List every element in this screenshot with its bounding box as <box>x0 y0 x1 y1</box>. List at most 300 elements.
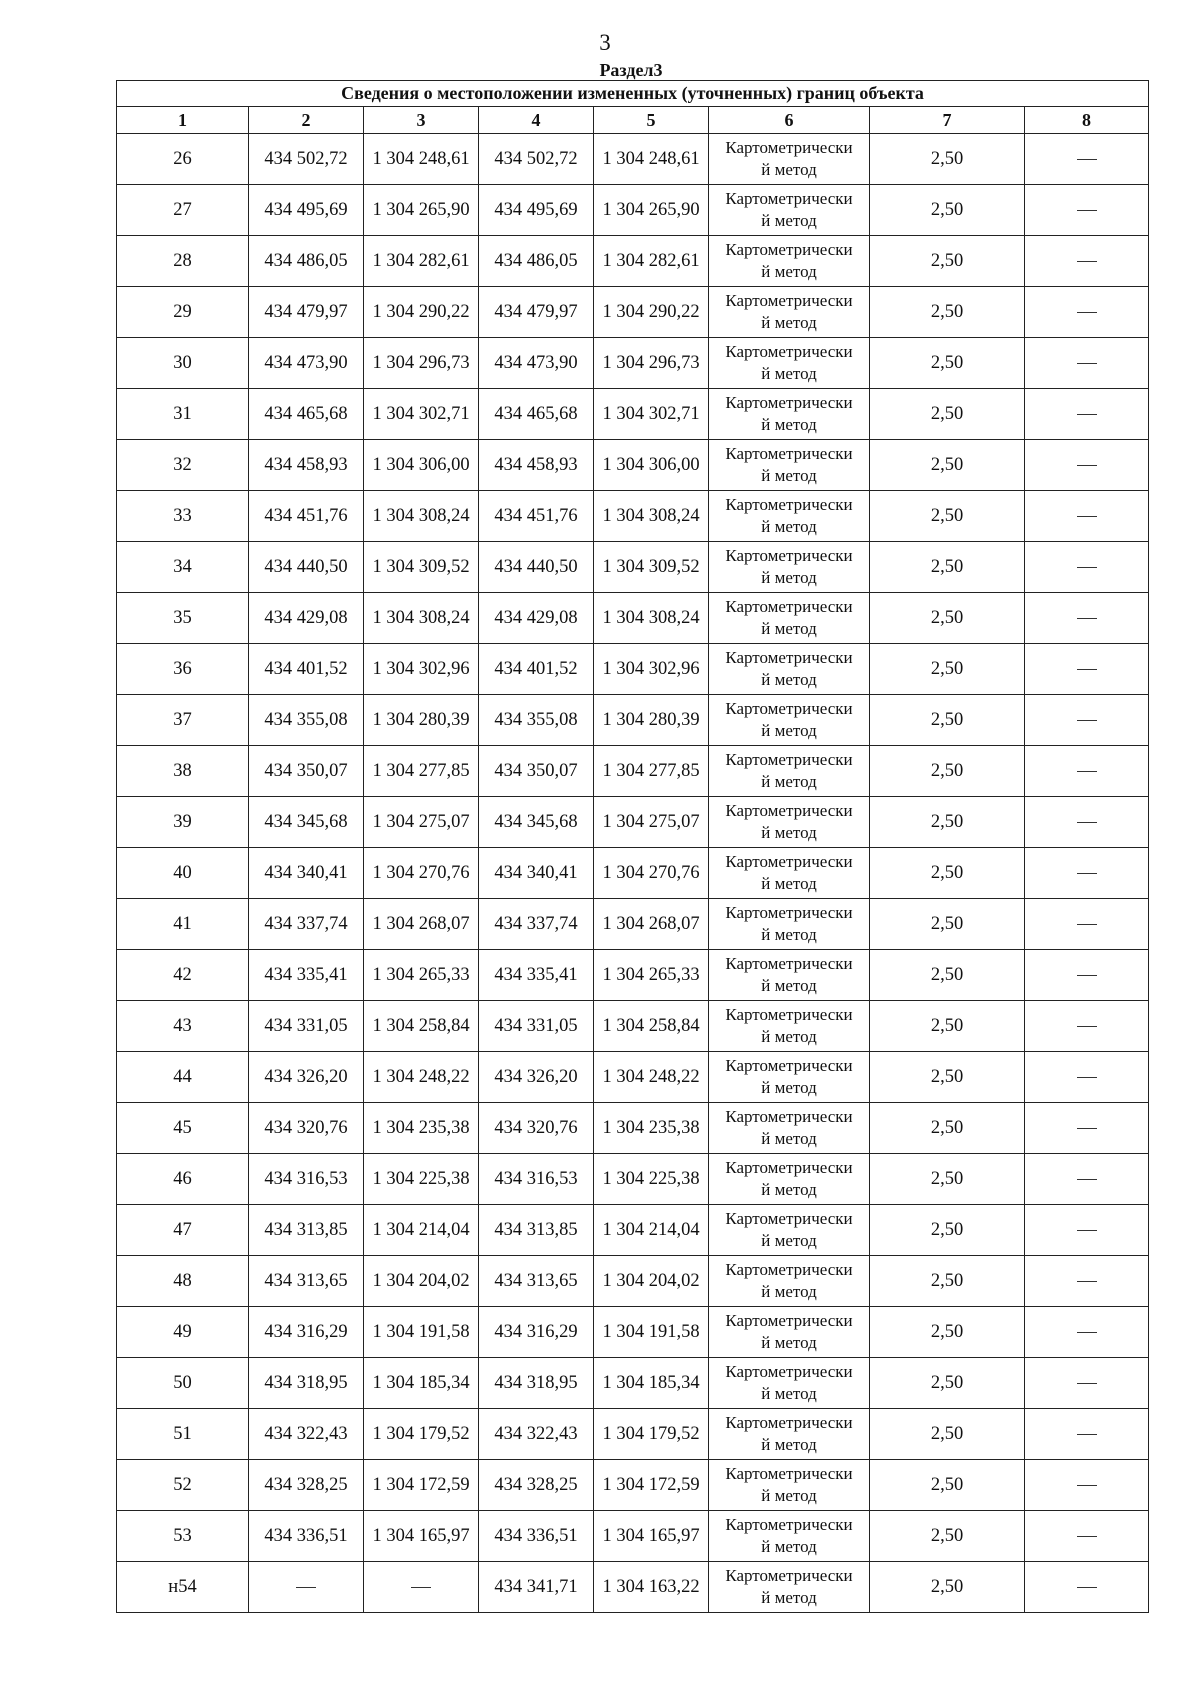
coordinate-y-cell <box>364 1562 479 1613</box>
section-title: Раздел3 <box>599 60 663 80</box>
table-row <box>117 440 1149 491</box>
coordinate-y-cell: 1 304 302,71 <box>364 389 479 440</box>
coordinate-y-cell: 1 304 265,33 <box>594 950 709 1001</box>
dash-mark <box>296 1587 316 1588</box>
coordinate-x-cell: 434 313,65 <box>249 1256 364 1307</box>
coordinate-y-cell: 1 304 258,84 <box>594 1001 709 1052</box>
coordinate-x-cell: 434 502,72 <box>249 134 364 185</box>
table-row <box>117 542 1149 593</box>
table-row <box>117 287 1149 338</box>
table-row <box>117 746 1149 797</box>
coordinate-y-cell: 1 304 270,76 <box>364 848 479 899</box>
dash-mark <box>1077 1179 1097 1180</box>
dash-mark <box>1077 618 1097 619</box>
coordinate-y-cell: 1 304 248,61 <box>364 134 479 185</box>
coordinate-x-cell: 434 495,69 <box>249 185 364 236</box>
method-cell <box>709 1511 870 1562</box>
coordinate-x-cell: 434 473,90 <box>479 338 594 389</box>
coordinate-y-cell: 1 304 185,34 <box>594 1358 709 1409</box>
point-number-cell: 44 <box>117 1052 249 1103</box>
column-number-row <box>117 107 1149 134</box>
table-row <box>117 1052 1149 1103</box>
accuracy-cell: 2,50 <box>870 1409 1025 1460</box>
coordinate-y-cell: 1 304 235,38 <box>364 1103 479 1154</box>
point-number-cell: 41 <box>117 899 249 950</box>
method-line: й метод <box>761 976 817 995</box>
coordinate-x-cell: 434 451,76 <box>479 491 594 542</box>
method-line: й метод <box>761 1333 817 1352</box>
method-cell <box>709 593 870 644</box>
method-cell <box>709 1052 870 1103</box>
coordinate-y-cell: 1 304 165,97 <box>364 1511 479 1562</box>
empty-value-cell <box>1025 1001 1149 1052</box>
point-number-cell: 46 <box>117 1154 249 1205</box>
coordinate-y-cell: 1 304 308,24 <box>364 593 479 644</box>
dash-mark <box>1077 261 1097 262</box>
accuracy-cell: 2,50 <box>870 1103 1025 1154</box>
empty-value-cell <box>1025 1103 1149 1154</box>
accuracy-cell: 2,50 <box>870 1460 1025 1511</box>
coordinate-x-cell: 434 335,41 <box>249 950 364 1001</box>
coordinate-x-cell: 434 320,76 <box>479 1103 594 1154</box>
method-line: Картометрически <box>725 903 853 922</box>
coordinate-x-cell: 434 313,85 <box>249 1205 364 1256</box>
accuracy-cell: 2,50 <box>870 593 1025 644</box>
empty-value-cell <box>1025 1052 1149 1103</box>
accuracy-cell: 2,50 <box>870 1511 1025 1562</box>
coordinate-x-cell: 434 486,05 <box>479 236 594 287</box>
point-number-cell: 48 <box>117 1256 249 1307</box>
point-number-cell: 34 <box>117 542 249 593</box>
method-line: й метод <box>761 466 817 485</box>
coordinate-x-cell: 434 345,68 <box>249 797 364 848</box>
method-line: Картометрически <box>725 699 853 718</box>
accuracy-cell: 2,50 <box>870 1052 1025 1103</box>
coordinate-y-cell: 1 304 172,59 <box>364 1460 479 1511</box>
empty-value-cell <box>1025 899 1149 950</box>
empty-value-cell <box>1025 491 1149 542</box>
method-cell <box>709 389 870 440</box>
coordinate-x-cell: 434 451,76 <box>249 491 364 542</box>
dash-mark <box>1077 465 1097 466</box>
coordinate-y-cell: 1 304 214,04 <box>364 1205 479 1256</box>
method-line: Картометрически <box>725 1056 853 1075</box>
dash-mark <box>1077 771 1097 772</box>
table-row <box>117 1358 1149 1409</box>
table-row <box>117 1460 1149 1511</box>
method-line: й метод <box>761 313 817 332</box>
dash-mark <box>1077 1485 1097 1486</box>
column-number-header: 3 <box>364 107 479 134</box>
accuracy-cell: 2,50 <box>870 1256 1025 1307</box>
method-line: й метод <box>761 1231 817 1250</box>
method-cell <box>709 440 870 491</box>
method-line: Картометрически <box>725 138 853 157</box>
table-row <box>117 491 1149 542</box>
coordinate-x-cell: 434 479,97 <box>479 287 594 338</box>
table-row <box>117 593 1149 644</box>
coordinate-x-cell: 434 473,90 <box>249 338 364 389</box>
table-body <box>117 134 1149 1613</box>
point-number-cell: н54 <box>117 1562 249 1613</box>
column-number-header: 6 <box>709 107 870 134</box>
method-line: Картометрически <box>725 1464 853 1483</box>
coordinate-x-cell: 434 320,76 <box>249 1103 364 1154</box>
dash-mark <box>1077 822 1097 823</box>
point-number-cell: 51 <box>117 1409 249 1460</box>
coordinate-y-cell: 1 304 309,52 <box>594 542 709 593</box>
empty-value-cell <box>1025 1256 1149 1307</box>
empty-value-cell <box>1025 440 1149 491</box>
method-line: й метод <box>761 160 817 179</box>
empty-value-cell <box>1025 1307 1149 1358</box>
accuracy-cell: 2,50 <box>870 389 1025 440</box>
method-line: Картометрически <box>725 1107 853 1126</box>
method-line: Картометрически <box>725 1566 853 1585</box>
coordinate-y-cell: 1 304 302,96 <box>364 644 479 695</box>
method-cell <box>709 134 870 185</box>
coordinate-x-cell: 434 429,08 <box>249 593 364 644</box>
point-number-cell: 42 <box>117 950 249 1001</box>
empty-value-cell <box>1025 185 1149 236</box>
method-line: й метод <box>761 874 817 893</box>
coordinate-x-cell: 434 345,68 <box>479 797 594 848</box>
table-caption: Сведения о местоположении измененных (уточненных) границ объекта <box>117 81 1149 107</box>
coordinate-x-cell: 434 331,05 <box>479 1001 594 1052</box>
empty-value-cell <box>1025 1562 1149 1613</box>
accuracy-cell: 2,50 <box>870 644 1025 695</box>
accuracy-cell: 2,50 <box>870 440 1025 491</box>
coordinate-y-cell: 1 304 277,85 <box>594 746 709 797</box>
coordinate-x-cell: 434 401,52 <box>249 644 364 695</box>
coordinate-y-cell: 1 304 306,00 <box>594 440 709 491</box>
accuracy-cell: 2,50 <box>870 236 1025 287</box>
method-line: Картометрически <box>725 1209 853 1228</box>
coordinate-y-cell: 1 304 179,52 <box>594 1409 709 1460</box>
method-cell <box>709 899 870 950</box>
method-line: й метод <box>761 670 817 689</box>
dash-mark <box>1077 516 1097 517</box>
coordinate-x-cell: 434 316,29 <box>479 1307 594 1358</box>
coordinate-y-cell: 1 304 214,04 <box>594 1205 709 1256</box>
coordinate-x-cell: 434 495,69 <box>479 185 594 236</box>
coordinate-x-cell: 434 318,95 <box>479 1358 594 1409</box>
coordinate-y-cell: 1 304 290,22 <box>594 287 709 338</box>
empty-value-cell <box>1025 1409 1149 1460</box>
coordinate-x-cell: 434 313,85 <box>479 1205 594 1256</box>
accuracy-cell: 2,50 <box>870 134 1025 185</box>
method-line: й метод <box>761 1129 817 1148</box>
table-row <box>117 185 1149 236</box>
coordinate-y-cell: 1 304 268,07 <box>364 899 479 950</box>
dash-mark <box>1077 1026 1097 1027</box>
coordinate-x-cell: 434 328,25 <box>479 1460 594 1511</box>
method-cell <box>709 1562 870 1613</box>
point-number-cell: 30 <box>117 338 249 389</box>
method-line: й метод <box>761 721 817 740</box>
coordinate-y-cell: 1 304 270,76 <box>594 848 709 899</box>
empty-value-cell <box>1025 287 1149 338</box>
empty-value-cell <box>1025 746 1149 797</box>
method-line: Картометрически <box>725 444 853 463</box>
table-row <box>117 1103 1149 1154</box>
coordinate-y-cell: 1 304 280,39 <box>364 695 479 746</box>
empty-value-cell <box>1025 950 1149 1001</box>
table-row <box>117 134 1149 185</box>
coordinate-y-cell: 1 304 308,24 <box>594 593 709 644</box>
point-number-cell: 33 <box>117 491 249 542</box>
coordinate-x-cell: 434 341,71 <box>479 1562 594 1613</box>
coordinate-x-cell: 434 316,53 <box>479 1154 594 1205</box>
method-cell <box>709 236 870 287</box>
table-row <box>117 950 1149 1001</box>
empty-value-cell <box>1025 134 1149 185</box>
method-line: Картометрически <box>725 1311 853 1330</box>
table-row <box>117 1001 1149 1052</box>
method-line: Картометрически <box>725 1260 853 1279</box>
coordinate-y-cell: 1 304 163,22 <box>594 1562 709 1613</box>
coordinate-x-cell: 434 326,20 <box>249 1052 364 1103</box>
accuracy-cell: 2,50 <box>870 1562 1025 1613</box>
coordinate-x-cell: 434 336,51 <box>479 1511 594 1562</box>
method-line: Картометрически <box>725 597 853 616</box>
empty-value-cell <box>1025 593 1149 644</box>
empty-value-cell <box>1025 644 1149 695</box>
table-row <box>117 644 1149 695</box>
coordinate-y-cell: 1 304 309,52 <box>364 542 479 593</box>
method-line: Картометрически <box>725 954 853 973</box>
dash-mark <box>1077 669 1097 670</box>
method-line: й метод <box>761 772 817 791</box>
coordinate-y-cell: 1 304 165,97 <box>594 1511 709 1562</box>
empty-value-cell <box>1025 848 1149 899</box>
method-line: Картометрически <box>725 291 853 310</box>
dash-mark <box>1077 1281 1097 1282</box>
coordinate-x-cell: 434 440,50 <box>479 542 594 593</box>
coordinate-y-cell: 1 304 282,61 <box>594 236 709 287</box>
point-number-cell: 38 <box>117 746 249 797</box>
coordinate-y-cell: 1 304 308,24 <box>594 491 709 542</box>
column-number-header: 5 <box>594 107 709 134</box>
dash-mark <box>1077 873 1097 874</box>
empty-value-cell <box>1025 797 1149 848</box>
method-line: Картометрически <box>725 546 853 565</box>
empty-value-cell <box>1025 1358 1149 1409</box>
coordinate-y-cell: 1 304 296,73 <box>594 338 709 389</box>
accuracy-cell: 2,50 <box>870 185 1025 236</box>
dash-mark <box>1077 210 1097 211</box>
empty-value-cell <box>1025 389 1149 440</box>
method-line: й метод <box>761 1078 817 1097</box>
coordinate-y-cell: 1 304 265,90 <box>594 185 709 236</box>
method-line: Картометрически <box>725 1413 853 1432</box>
table-row <box>117 1511 1149 1562</box>
table-row <box>117 1562 1149 1613</box>
method-cell <box>709 1307 870 1358</box>
point-number-cell: 53 <box>117 1511 249 1562</box>
empty-value-cell <box>1025 1154 1149 1205</box>
point-number-cell: 32 <box>117 440 249 491</box>
method-cell <box>709 185 870 236</box>
method-line: й метод <box>761 211 817 230</box>
method-line: Картометрически <box>725 393 853 412</box>
method-line: Картометрически <box>725 1005 853 1024</box>
coordinate-x-cell: 434 313,65 <box>479 1256 594 1307</box>
table-row <box>117 848 1149 899</box>
dash-mark <box>1077 720 1097 721</box>
method-cell <box>709 797 870 848</box>
accuracy-cell: 2,50 <box>870 797 1025 848</box>
table-row <box>117 1256 1149 1307</box>
method-line: Картометрически <box>725 750 853 769</box>
empty-value-cell <box>1025 1460 1149 1511</box>
coordinate-y-cell: 1 304 296,73 <box>364 338 479 389</box>
accuracy-cell: 2,50 <box>870 1154 1025 1205</box>
coordinate-y-cell: 1 304 248,22 <box>364 1052 479 1103</box>
table-row <box>117 1205 1149 1256</box>
coordinate-x-cell: 434 316,29 <box>249 1307 364 1358</box>
coordinate-y-cell: 1 304 265,33 <box>364 950 479 1001</box>
coordinate-x-cell: 434 340,41 <box>479 848 594 899</box>
coordinate-y-cell: 1 304 248,22 <box>594 1052 709 1103</box>
method-cell <box>709 542 870 593</box>
coordinate-y-cell: 1 304 268,07 <box>594 899 709 950</box>
method-cell <box>709 491 870 542</box>
accuracy-cell: 2,50 <box>870 338 1025 389</box>
coordinate-y-cell: 1 304 248,61 <box>594 134 709 185</box>
method-line: й метод <box>761 517 817 536</box>
method-line: й метод <box>761 568 817 587</box>
dash-mark <box>1077 1332 1097 1333</box>
point-number-cell: 47 <box>117 1205 249 1256</box>
column-number-header: 7 <box>870 107 1025 134</box>
coordinate-x-cell: 434 335,41 <box>479 950 594 1001</box>
method-line: Картометрически <box>725 1362 853 1381</box>
coordinate-x-cell: 434 465,68 <box>249 389 364 440</box>
coordinate-x-cell: 434 331,05 <box>249 1001 364 1052</box>
coordinate-x-cell: 434 355,08 <box>249 695 364 746</box>
method-line: й метод <box>761 364 817 383</box>
column-number-header: 8 <box>1025 107 1149 134</box>
method-line: Картометрически <box>725 852 853 871</box>
accuracy-cell: 2,50 <box>870 746 1025 797</box>
table-row <box>117 797 1149 848</box>
dash-mark <box>1077 1383 1097 1384</box>
coordinate-x-cell: 434 322,43 <box>479 1409 594 1460</box>
coordinate-x-cell: 434 479,97 <box>249 287 364 338</box>
coordinate-x-cell: 434 355,08 <box>479 695 594 746</box>
method-line: Картометрически <box>725 1158 853 1177</box>
method-line: й метод <box>761 1435 817 1454</box>
coordinate-x-cell: 434 458,93 <box>249 440 364 491</box>
coordinate-y-cell: 1 304 191,58 <box>364 1307 479 1358</box>
method-cell <box>709 695 870 746</box>
coordinate-x-cell: 434 502,72 <box>479 134 594 185</box>
dash-mark <box>1077 312 1097 313</box>
method-cell <box>709 1103 870 1154</box>
method-line: й метод <box>761 1027 817 1046</box>
coordinate-y-cell: 1 304 275,07 <box>364 797 479 848</box>
accuracy-cell: 2,50 <box>870 1307 1025 1358</box>
point-number-cell: 35 <box>117 593 249 644</box>
method-cell <box>709 950 870 1001</box>
dash-mark <box>1077 567 1097 568</box>
dash-mark <box>1077 363 1097 364</box>
method-line: Картометрически <box>725 495 853 514</box>
empty-value-cell <box>1025 1511 1149 1562</box>
coordinate-x-cell: 434 337,74 <box>249 899 364 950</box>
table-row <box>117 1307 1149 1358</box>
method-line: й метод <box>761 1180 817 1199</box>
column-number-header: 2 <box>249 107 364 134</box>
accuracy-cell: 2,50 <box>870 491 1025 542</box>
coordinate-y-cell: 1 304 280,39 <box>594 695 709 746</box>
coordinate-x-cell: 434 458,93 <box>479 440 594 491</box>
point-number-cell: 37 <box>117 695 249 746</box>
method-cell <box>709 1154 870 1205</box>
accuracy-cell: 2,50 <box>870 542 1025 593</box>
accuracy-cell: 2,50 <box>870 1205 1025 1256</box>
method-cell <box>709 1001 870 1052</box>
empty-value-cell <box>1025 338 1149 389</box>
dash-mark <box>1077 1587 1097 1588</box>
empty-value-cell <box>1025 236 1149 287</box>
point-number-cell: 40 <box>117 848 249 899</box>
coordinate-y-cell: 1 304 265,90 <box>364 185 479 236</box>
point-number-cell: 43 <box>117 1001 249 1052</box>
point-number-cell: 29 <box>117 287 249 338</box>
method-cell <box>709 338 870 389</box>
coordinate-y-cell: 1 304 204,02 <box>594 1256 709 1307</box>
empty-value-cell <box>1025 1205 1149 1256</box>
dash-mark <box>1077 159 1097 160</box>
accuracy-cell: 2,50 <box>870 695 1025 746</box>
method-cell <box>709 1409 870 1460</box>
method-cell <box>709 1358 870 1409</box>
method-cell <box>709 1205 870 1256</box>
method-line: й метод <box>761 262 817 281</box>
boundary-coordinates-table <box>116 80 1149 1613</box>
dash-mark <box>1077 1536 1097 1537</box>
table-row <box>117 338 1149 389</box>
method-line: й метод <box>761 1486 817 1505</box>
coordinate-x-cell: 434 326,20 <box>479 1052 594 1103</box>
point-number-cell: 27 <box>117 185 249 236</box>
coordinate-y-cell: 1 304 179,52 <box>364 1409 479 1460</box>
coordinate-x-cell: 434 316,53 <box>249 1154 364 1205</box>
method-cell <box>709 1256 870 1307</box>
coordinate-x-cell: 434 337,74 <box>479 899 594 950</box>
coordinate-x-cell: 434 429,08 <box>479 593 594 644</box>
accuracy-cell: 2,50 <box>870 1001 1025 1052</box>
coordinate-x-cell: 434 486,05 <box>249 236 364 287</box>
method-line: Картометрически <box>725 648 853 667</box>
method-line: й метод <box>761 1384 817 1403</box>
dash-mark <box>1077 975 1097 976</box>
dash-mark <box>1077 1230 1097 1231</box>
page-number: 3 <box>599 30 611 55</box>
coordinate-x-cell: 434 465,68 <box>479 389 594 440</box>
method-line: й метод <box>761 1588 817 1607</box>
dash-mark <box>1077 924 1097 925</box>
coordinate-y-cell: 1 304 225,38 <box>364 1154 479 1205</box>
coordinate-y-cell: 1 304 172,59 <box>594 1460 709 1511</box>
table-row <box>117 899 1149 950</box>
accuracy-cell: 2,50 <box>870 1358 1025 1409</box>
method-line: й метод <box>761 415 817 434</box>
coordinate-x-cell: 434 350,07 <box>479 746 594 797</box>
coordinate-x-cell: 434 322,43 <box>249 1409 364 1460</box>
